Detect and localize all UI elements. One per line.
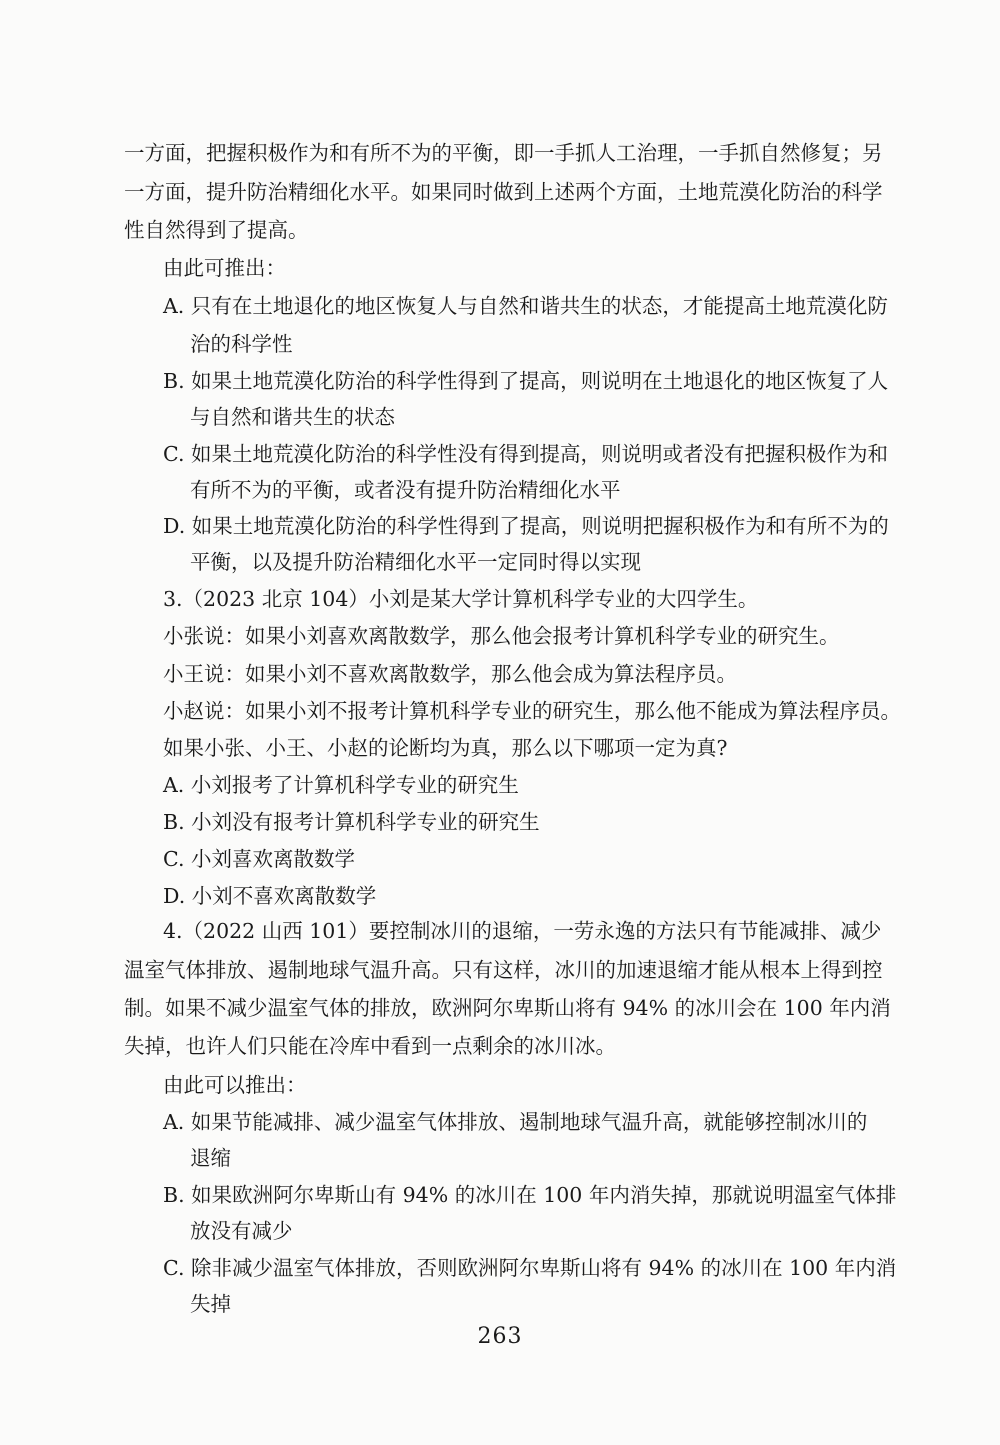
q3-statement-zhang: 小张说：如果小刘喜欢离散数学，那么他会报考计算机科学专业的研究生。 bbox=[163, 624, 840, 648]
page-number: 263 bbox=[477, 1324, 523, 1349]
q3-option-a: A. 小刘报考了计算机科学专业的研究生 bbox=[163, 773, 519, 797]
q4-prompt: 由此可以推出： bbox=[163, 1073, 307, 1097]
q4-option-c: C. 除非减少温室气体排放，否则欧洲阿尔卑斯山将有 94% 的冰川在 100 年内消 bbox=[163, 1256, 897, 1280]
q3-option-d: D. 小刘不喜欢离散数学 bbox=[163, 884, 377, 908]
q2-option-d-cont: 平衡，以及提升防治精细化水平一定同时得以实现 bbox=[190, 550, 641, 574]
q2-option-a-cont: 治的科学性 bbox=[190, 332, 293, 356]
q4-stem-line-2: 温室气体排放、遏制地球气温升高。只有这样，冰川的加速退缩才能从根本上得到控 bbox=[124, 958, 883, 982]
q2-option-c: C. 如果土地荒漠化防治的科学性没有得到提高，则说明或者没有把握积极作为和 bbox=[163, 442, 888, 466]
q2-stem-line-2: 一方面，提升防治精细化水平。如果同时做到上述两个方面，土地荒漠化防治的科学 bbox=[124, 180, 883, 204]
q4-option-c-cont: 失掉 bbox=[190, 1292, 231, 1316]
q3-option-b: B. 小刘没有报考计算机科学专业的研究生 bbox=[163, 810, 540, 834]
q2-option-b: B. 如果土地荒漠化防治的科学性得到了提高，则说明在土地退化的地区恢复了人 bbox=[163, 369, 889, 393]
q2-option-b-cont: 与自然和谐共生的状态 bbox=[190, 405, 395, 429]
q4-option-a: A. 如果节能减排、减少温室气体排放、遏制地球气温升高，就能够控制冰川的 bbox=[163, 1110, 868, 1134]
q4-option-b: B. 如果欧洲阿尔卑斯山有 94% 的冰川在 100 年内消失掉，那就说明温室气体排 bbox=[163, 1183, 897, 1207]
q4-stem-line-3: 制。如果不减少温室气体的排放，欧洲阿尔卑斯山将有 94% 的冰川会在 100 年内消 bbox=[124, 996, 891, 1020]
q3-statement-zhao: 小赵说：如果小刘不报考计算机科学专业的研究生，那么他不能成为算法程序员。 bbox=[163, 699, 901, 723]
q2-prompt: 由此可推出： bbox=[163, 256, 286, 280]
q3-question: 如果小张、小王、小赵的论断均为真，那么以下哪项一定为真? bbox=[163, 736, 728, 760]
q2-option-d: D. 如果土地荒漠化防治的科学性得到了提高，则说明把握积极作为和有所不为的 bbox=[163, 514, 889, 538]
q3-statement-wang: 小王说：如果小刘不喜欢离散数学，那么他会成为算法程序员。 bbox=[163, 662, 737, 686]
q2-option-a: A. 只有在土地退化的地区恢复人与自然和谐共生的状态，才能提高土地荒漠化防 bbox=[163, 294, 888, 318]
q3-option-c: C. 小刘喜欢离散数学 bbox=[163, 847, 355, 871]
q4-option-a-cont: 退缩 bbox=[190, 1146, 231, 1170]
q3-header: 3.（2023 北京 104）小刘是某大学计算机科学专业的大四学生。 bbox=[163, 587, 759, 611]
q2-stem-line-3: 性自然得到了提高。 bbox=[124, 218, 309, 242]
q4-stem-line-4: 失掉，也许人们只能在冷库中看到一点剩余的冰川冰。 bbox=[124, 1034, 616, 1058]
q2-stem-line-1: 一方面，把握积极作为和有所不为的平衡，即一手抓人工治理，一手抓自然修复；另 bbox=[124, 141, 883, 165]
q4-stem-line-1: 4.（2022 山西 101）要控制冰川的退缩，一劳永逸的方法只有节能减排、减少 bbox=[163, 919, 882, 943]
q4-option-b-cont: 放没有减少 bbox=[190, 1219, 293, 1243]
q2-option-c-cont: 有所不为的平衡，或者没有提升防治精细化水平 bbox=[190, 478, 621, 502]
